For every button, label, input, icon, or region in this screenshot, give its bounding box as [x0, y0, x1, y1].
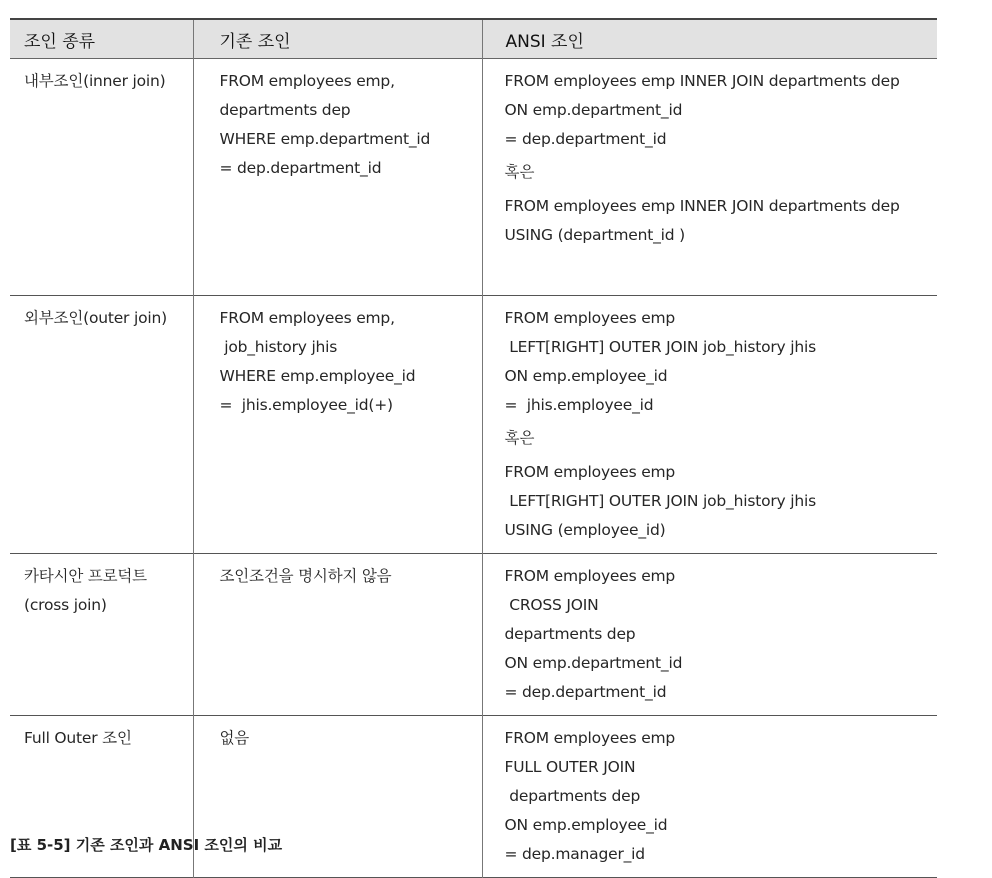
ansi-line: = dep.department_id — [504, 683, 667, 701]
cell-legacy-join — [193, 59, 482, 296]
ansi-line: USING (employee_id) — [504, 521, 666, 539]
ansi-line: LEFT[RIGHT] OUTER JOIN job_history jhis — [504, 492, 816, 510]
table-row-outer-join — [10, 296, 937, 554]
join-type-text: 카타시안 프로덕트 — [24, 567, 147, 585]
cell-join-type — [10, 59, 193, 296]
ansi-line: FROM employees emp — [504, 567, 676, 585]
table-caption: [표 5-5] 기존 조인과 ANSI 조인의 비교 — [10, 836, 283, 854]
legacy-line: departments dep — [219, 101, 351, 119]
join-type-text: (cross join) — [24, 596, 107, 614]
cell-ansi-join — [482, 296, 937, 554]
ansi-line: departments dep — [504, 625, 636, 643]
cell-ansi-join — [482, 59, 937, 296]
join-type-text: Full Outer 조인 — [24, 729, 132, 747]
header-ansi-join: ANSI 조인 — [482, 19, 937, 59]
cell-legacy-join — [193, 296, 482, 554]
legacy-line: 없음 — [219, 729, 250, 747]
ansi-line: LEFT[RIGHT] OUTER JOIN job_history jhis — [504, 338, 816, 356]
ansi-line: = dep.department_id — [504, 130, 667, 148]
ansi-or-text: 혹은 — [504, 429, 535, 447]
ansi-line: = jhis.employee_id — [504, 396, 654, 414]
cell-ansi-join — [482, 716, 937, 878]
legacy-line: FROM employees emp, — [219, 309, 395, 327]
cell-join-type — [10, 296, 193, 554]
ansi-or-text: 혹은 — [504, 163, 535, 181]
legacy-line: WHERE emp.employee_id — [219, 367, 416, 385]
legacy-line: job_history jhis — [219, 338, 338, 356]
ansi-line: FROM employees emp — [504, 309, 676, 327]
ansi-line: FULL OUTER JOIN — [504, 758, 636, 776]
ansi-line: FROM employees emp — [504, 463, 676, 481]
legacy-line: FROM employees emp, — [219, 72, 395, 90]
ansi-line: FROM employees emp INNER JOIN departments dep — [504, 72, 900, 90]
join-type-text: 내부조인(inner join) — [24, 72, 166, 90]
ansi-line: departments dep — [504, 787, 641, 805]
join-comparison-table — [10, 18, 937, 878]
ansi-line: USING (department_id ) — [504, 226, 686, 244]
legacy-line: WHERE emp.department_id — [219, 130, 431, 148]
ansi-line: ON emp.department_id — [504, 654, 683, 672]
header-legacy-join: 기존 조인 — [193, 19, 482, 59]
table-row-inner-join — [10, 59, 937, 296]
ansi-line: CROSS JOIN — [504, 596, 599, 614]
legacy-line: = jhis.employee_id(+) — [219, 396, 393, 414]
cell-legacy-join — [193, 554, 482, 716]
ansi-line: ON emp.employee_id — [504, 816, 668, 834]
join-type-text: 외부조인(outer join) — [24, 309, 167, 327]
legacy-line: 조인조건을 명시하지 않음 — [219, 567, 392, 585]
table-header-row — [10, 19, 937, 59]
legacy-line: = dep.department_id — [219, 159, 382, 177]
table-row-cross-join — [10, 554, 937, 716]
ansi-line: FROM employees emp — [504, 729, 676, 747]
ansi-line: FROM employees emp INNER JOIN departments dep — [504, 197, 900, 215]
ansi-line: = dep.manager_id — [504, 845, 645, 863]
ansi-line: ON emp.department_id — [504, 101, 683, 119]
ansi-line: ON emp.employee_id — [504, 367, 668, 385]
cell-join-type — [10, 554, 193, 716]
header-join-type: 조인 종류 — [24, 31, 96, 52]
cell-ansi-join — [482, 554, 937, 716]
